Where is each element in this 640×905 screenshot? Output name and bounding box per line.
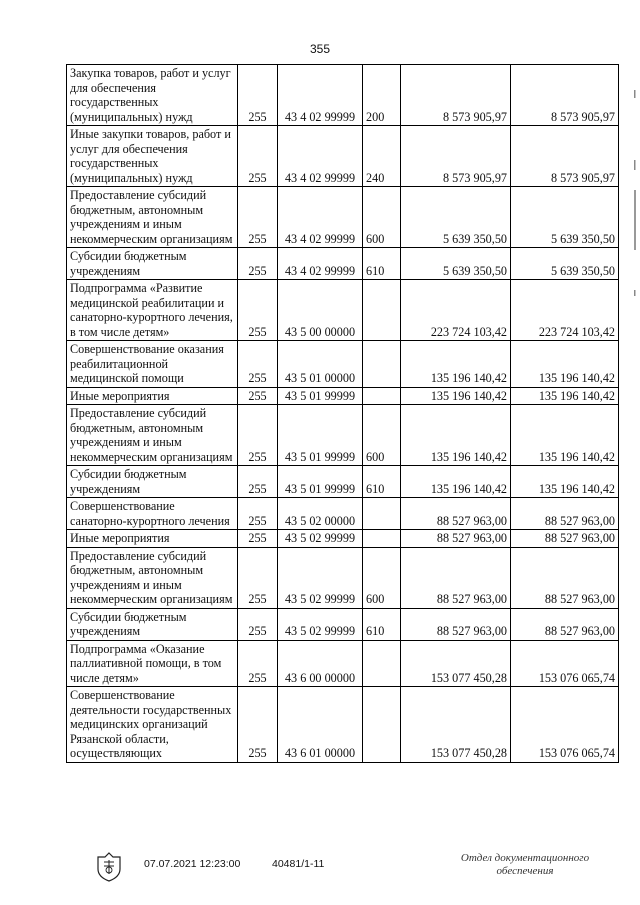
budget-table bbox=[66, 64, 619, 763]
table-row bbox=[67, 547, 619, 608]
row-sum-executed: 135 196 140,42 bbox=[511, 387, 619, 405]
table-row bbox=[67, 498, 619, 530]
row-target-article: 43 4 02 99999 bbox=[278, 65, 363, 126]
row-sum-planned: 88 527 963,00 bbox=[401, 530, 511, 548]
row-sum-planned: 135 196 140,42 bbox=[401, 466, 511, 498]
budget-table-body bbox=[67, 65, 619, 763]
row-name: Иные закупки товаров, работ и услуг для обеспечения государственных (муниципальных) нужд bbox=[67, 126, 238, 187]
row-expense-type bbox=[363, 280, 401, 341]
table-row bbox=[67, 687, 619, 763]
row-target-article: 43 5 01 99999 bbox=[278, 405, 363, 466]
table-row bbox=[67, 608, 619, 640]
row-target-article: 43 5 02 99999 bbox=[278, 530, 363, 548]
row-expense-type bbox=[363, 640, 401, 687]
row-target-article: 43 5 01 00000 bbox=[278, 341, 363, 388]
row-code: 255 bbox=[238, 341, 278, 388]
row-sum-executed: 8 573 905,97 bbox=[511, 126, 619, 187]
row-sum-executed: 5 639 350,50 bbox=[511, 187, 619, 248]
row-sum-planned: 223 724 103,42 bbox=[401, 280, 511, 341]
row-target-article: 43 5 02 99999 bbox=[278, 608, 363, 640]
row-expense-type bbox=[363, 387, 401, 405]
row-sum-executed: 88 527 963,00 bbox=[511, 547, 619, 608]
table-row bbox=[67, 65, 619, 126]
row-target-article: 43 6 01 00000 bbox=[278, 687, 363, 763]
row-code: 255 bbox=[238, 547, 278, 608]
row-name: Подпрограмма «Оказание паллиативной помощи, в том числе детям» bbox=[67, 640, 238, 687]
row-target-article: 43 4 02 99999 bbox=[278, 248, 363, 280]
row-target-article: 43 4 02 99999 bbox=[278, 126, 363, 187]
row-name: Закупка товаров, работ и услуг для обеспечения государственных (муниципальных) нужд bbox=[67, 65, 238, 126]
row-expense-type bbox=[363, 498, 401, 530]
table-row bbox=[67, 280, 619, 341]
row-name: Совершенствование санаторно-курортного лечения bbox=[67, 498, 238, 530]
row-sum-executed: 135 196 140,42 bbox=[511, 341, 619, 388]
row-expense-type: 200 bbox=[363, 65, 401, 126]
row-name: Субсидии бюджетным учреждениям bbox=[67, 248, 238, 280]
row-target-article: 43 5 01 99999 bbox=[278, 387, 363, 405]
row-code: 255 bbox=[238, 248, 278, 280]
row-name: Предоставление субсидий бюджетным, автономным учреждениям и иным некоммерческим организациям bbox=[67, 187, 238, 248]
row-sum-planned: 8 573 905,97 bbox=[401, 126, 511, 187]
row-sum-planned: 5 639 350,50 bbox=[401, 248, 511, 280]
row-name: Иные мероприятия bbox=[67, 530, 238, 548]
stamp-line-2: обеспечения bbox=[496, 865, 554, 877]
row-sum-planned: 135 196 140,42 bbox=[401, 387, 511, 405]
table-row bbox=[67, 387, 619, 405]
row-code: 255 bbox=[238, 687, 278, 763]
row-sum-planned: 5 639 350,50 bbox=[401, 187, 511, 248]
row-expense-type bbox=[363, 530, 401, 548]
row-target-article: 43 4 02 99999 bbox=[278, 187, 363, 248]
table-row bbox=[67, 248, 619, 280]
row-expense-type: 610 bbox=[363, 608, 401, 640]
row-code: 255 bbox=[238, 187, 278, 248]
row-sum-planned: 135 196 140,42 bbox=[401, 405, 511, 466]
row-name: Подпрограмма «Развитие медицинской реабилитации и санаторно-курортного лечения, в том числе детям» bbox=[67, 280, 238, 341]
row-sum-executed: 135 196 140,42 bbox=[511, 405, 619, 466]
row-code: 255 bbox=[238, 466, 278, 498]
table-row bbox=[67, 530, 619, 548]
row-expense-type: 600 bbox=[363, 187, 401, 248]
row-sum-executed: 8 573 905,97 bbox=[511, 65, 619, 126]
row-sum-executed: 153 076 065,74 bbox=[511, 687, 619, 763]
row-name: Предоставление субсидий бюджетным, автономным учреждениям и иным некоммерческим организациям bbox=[67, 405, 238, 466]
row-expense-type: 600 bbox=[363, 405, 401, 466]
row-sum-planned: 88 527 963,00 bbox=[401, 498, 511, 530]
table-row bbox=[67, 405, 619, 466]
row-target-article: 43 5 00 00000 bbox=[278, 280, 363, 341]
row-target-article: 43 6 00 00000 bbox=[278, 640, 363, 687]
table-row bbox=[67, 466, 619, 498]
row-code: 255 bbox=[238, 126, 278, 187]
table-row bbox=[67, 341, 619, 388]
row-sum-executed: 135 196 140,42 bbox=[511, 466, 619, 498]
row-expense-type: 610 bbox=[363, 248, 401, 280]
row-expense-type: 610 bbox=[363, 466, 401, 498]
row-expense-type: 600 bbox=[363, 547, 401, 608]
row-code: 255 bbox=[238, 498, 278, 530]
row-target-article: 43 5 02 00000 bbox=[278, 498, 363, 530]
table-row bbox=[67, 640, 619, 687]
coat-of-arms-icon bbox=[96, 852, 122, 882]
row-sum-executed: 88 527 963,00 bbox=[511, 608, 619, 640]
row-code: 255 bbox=[238, 387, 278, 405]
row-name: Совершенствование оказания реабилитационной медицинской помощи bbox=[67, 341, 238, 388]
row-code: 255 bbox=[238, 280, 278, 341]
row-sum-executed: 88 527 963,00 bbox=[511, 530, 619, 548]
row-sum-executed: 153 076 065,74 bbox=[511, 640, 619, 687]
row-name: Субсидии бюджетным учреждениям bbox=[67, 608, 238, 640]
row-name: Субсидии бюджетным учреждениям bbox=[67, 466, 238, 498]
stamp-line-1: Отдел документационного bbox=[460, 852, 590, 864]
row-sum-planned: 135 196 140,42 bbox=[401, 341, 511, 388]
row-name: Иные мероприятия bbox=[67, 387, 238, 405]
table-row bbox=[67, 187, 619, 248]
row-code: 255 bbox=[238, 405, 278, 466]
row-expense-type bbox=[363, 341, 401, 388]
footer-doc-number: 40481/1-11 bbox=[272, 858, 325, 870]
row-code: 255 bbox=[238, 608, 278, 640]
table-row bbox=[67, 126, 619, 187]
row-sum-planned: 8 573 905,97 bbox=[401, 65, 511, 126]
row-sum-executed: 5 639 350,50 bbox=[511, 248, 619, 280]
row-code: 255 bbox=[238, 65, 278, 126]
row-sum-executed: 88 527 963,00 bbox=[511, 498, 619, 530]
row-expense-type bbox=[363, 687, 401, 763]
page-number: 355 bbox=[309, 42, 331, 56]
scan-edge-marks bbox=[632, 90, 638, 310]
row-expense-type: 240 bbox=[363, 126, 401, 187]
row-sum-executed: 223 724 103,42 bbox=[511, 280, 619, 341]
row-target-article: 43 5 01 99999 bbox=[278, 466, 363, 498]
row-code: 255 bbox=[238, 640, 278, 687]
row-target-article: 43 5 02 99999 bbox=[278, 547, 363, 608]
footer-date: 07.07.2021 12:23:00 bbox=[144, 858, 241, 870]
row-sum-planned: 88 527 963,00 bbox=[401, 608, 511, 640]
row-name: Совершенствование деятельности государственных медицинских организаций Рязанской области, осуществляющих bbox=[67, 687, 238, 763]
department-stamp bbox=[430, 852, 620, 878]
row-sum-planned: 153 077 450,28 bbox=[401, 687, 511, 763]
row-sum-planned: 88 527 963,00 bbox=[401, 547, 511, 608]
row-code: 255 bbox=[238, 530, 278, 548]
row-sum-planned: 153 077 450,28 bbox=[401, 640, 511, 687]
row-name: Предоставление субсидий бюджетным, автономным учреждениям и иным некоммерческим организациям bbox=[67, 547, 238, 608]
